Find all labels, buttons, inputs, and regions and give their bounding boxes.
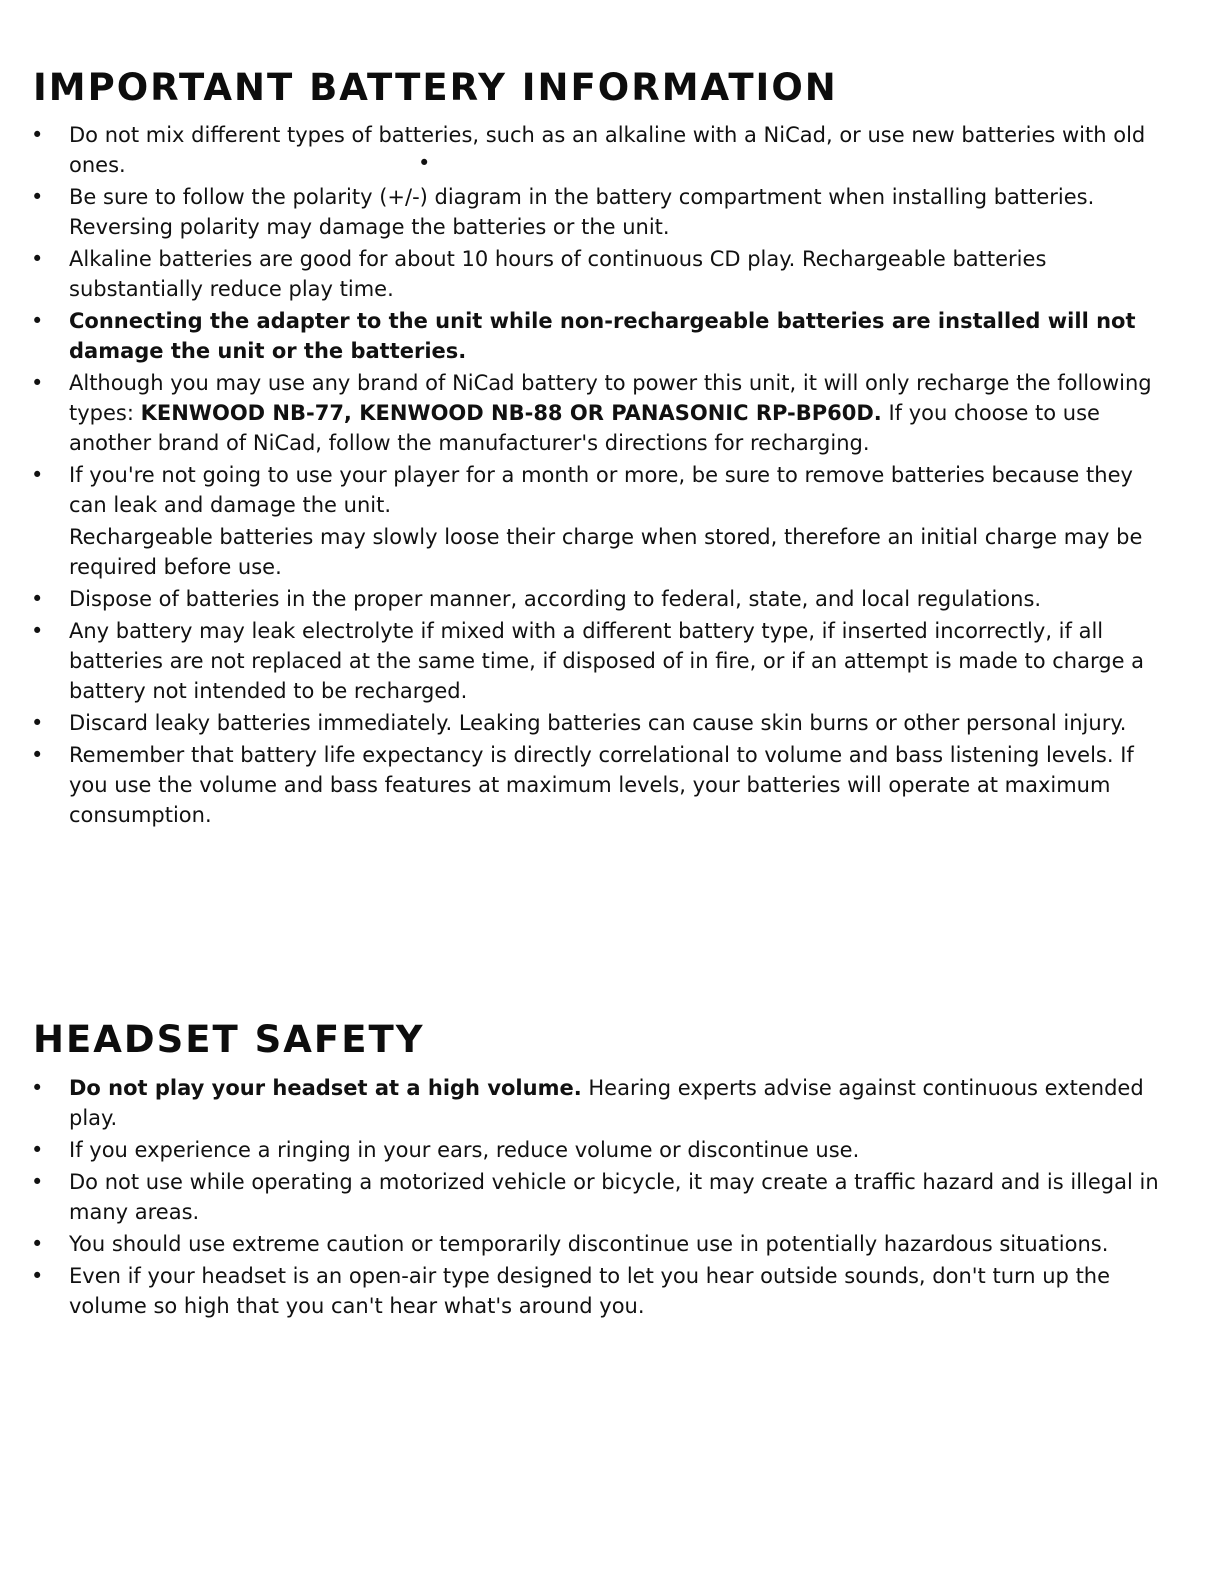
list-item	[0, 1229, 1226, 1259]
item-text: Be sure to follow the polarity (+/-) diagram in the battery compartment when installing batteries. Reversing polarity may damage the batteries or the unit.	[69, 185, 1095, 239]
bullet-icon: •	[31, 371, 44, 395]
bullet-icon: •	[31, 619, 44, 643]
item-text: Even if your headset is an open-air type designed to let you hear outside sounds, don't turn up the volume so high that you can't hear what's around you.	[69, 1264, 1111, 1318]
bullet-icon: •	[31, 247, 44, 271]
item-text: Remember that battery life expectancy is directly correlational to volume and bass listening levels. If you use the volume and bass features at maximum levels, your batteries will operate at maximum consumption.	[69, 743, 1134, 827]
battery-heading: IMPORTANT BATTERY INFORMATION	[33, 66, 838, 109]
bullet-icon: •	[31, 309, 44, 333]
item-text: Do not use while operating a motorized vehicle or bicycle, it may create a traffic hazard and is illegal in many areas.	[69, 1170, 1159, 1224]
item-text: You should use extreme caution or temporarily discontinue use in potentially hazardous situations.	[69, 1232, 1109, 1256]
bullet-icon: •	[31, 185, 44, 209]
item-text-after: Hearing experts advise against continuous extended play.	[69, 1076, 1144, 1130]
item-text: If you're not going to use your player for a month or more, be sure to remove batteries because they can leak and damage the unit.	[69, 463, 1133, 517]
bullet-icon: •	[31, 743, 44, 767]
item-text: Although you may use any brand of NiCad battery to power this unit, it will only recharge the following types:	[69, 371, 1152, 425]
list-item	[0, 1167, 1226, 1227]
bullet-icon: •	[31, 1076, 44, 1100]
list-item	[0, 182, 1226, 242]
item-text: Dispose of batteries in the proper manner, according to federal, state, and local regulations.	[69, 587, 1042, 611]
list-item	[0, 1261, 1226, 1321]
item-text: Do not mix different types of batteries, such as an alkaline with a NiCad, or use new batteries with old ones.	[69, 123, 1146, 177]
item-bold-text: Connecting the adapter to the unit while non-rechargeable batteries are installed will not damage the unit or the batteries.	[69, 309, 1136, 363]
bullet-icon: •	[31, 711, 44, 735]
bullet-icon: •	[31, 123, 44, 147]
bullet-icon: •	[31, 587, 44, 611]
bullet-icon: •	[31, 1264, 44, 1288]
list-item	[0, 584, 1226, 614]
bullet-icon: •	[31, 1170, 44, 1194]
battery-bullet-list	[0, 120, 1226, 832]
item-text: Alkaline batteries are good for about 10 hours of continuous CD play. Rechargeable batteries substantially reduce play time.	[69, 247, 1047, 301]
list-item	[0, 1073, 1226, 1133]
bullet-icon: •	[31, 1232, 44, 1256]
item-text: Discard leaky batteries immediately. Leaking batteries can cause skin burns or other personal injury.	[69, 711, 1127, 735]
list-item	[0, 460, 1226, 582]
item-text-after: If you choose to use another brand of NiCad, follow the manufacturer's directions for recharging.	[69, 401, 1100, 455]
item-bold-models: KENWOOD NB-77, KENWOOD NB-88 OR PANASONIC RP-BP60D.	[140, 401, 882, 425]
item-text: Any battery may leak electrolyte if mixed with a different battery type, if inserted incorrectly, if all batteries are not replaced at the same time, if disposed of in fire, or if an attempt is made to charge a battery not intended to be recharged.	[69, 619, 1145, 703]
list-item	[0, 306, 1226, 366]
bullet-icon: •	[31, 1138, 44, 1162]
list-item	[0, 740, 1226, 830]
list-item	[0, 616, 1226, 706]
headset-bullet-list	[0, 1073, 1226, 1323]
list-item	[0, 368, 1226, 458]
item-text: If you experience a ringing in your ears, reduce volume or discontinue use.	[69, 1138, 860, 1162]
item-continuation-text: Rechargeable batteries may slowly loose their charge when stored, therefore an initial charge may be required before use.	[69, 525, 1143, 579]
list-item	[0, 120, 1226, 180]
bullet-icon: •	[31, 463, 44, 487]
item-bold-text: Do not play your headset at a high volume.	[69, 1076, 582, 1100]
list-item	[0, 1135, 1226, 1165]
stray-bullet-mark: •	[418, 151, 431, 175]
list-item	[0, 708, 1226, 738]
headset-heading: HEADSET SAFETY	[33, 1018, 425, 1061]
list-item	[0, 244, 1226, 304]
